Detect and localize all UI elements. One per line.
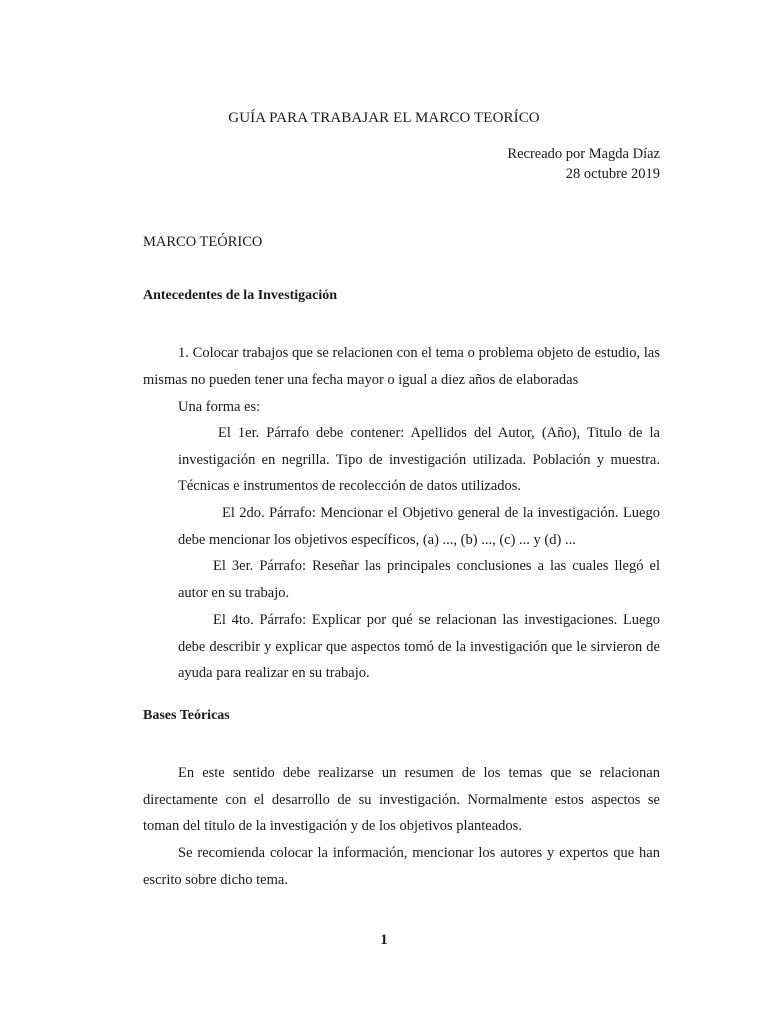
paragraph-parrafo-3: El 3er. Párrafo: Reseñar las principales conclusiones a las cuales llegó el autor en su trabajo. — [178, 558, 660, 601]
paragraph-bases-1: En este sentido debe realizarse un resumen de los temas que se relacionan directamente con el desarrollo de su investigación. Normalmente estos aspectos se toman del titulo de la investigación y de los objetivos planteados. — [143, 765, 660, 834]
date-line: 28 octubre 2019 — [565, 166, 660, 182]
paragraph-parrafo-4: El 4to. Párrafo: Explicar por qué se relacionan las investigaciones. Luego debe describir y explicar que aspectos tomó de la investigación que le sirvieron de ayuda para realizar en su trabajo. — [178, 612, 660, 681]
paragraph-bases-2: Se recomienda colocar la información, mencionar los autores y expertos que han escrito sobre dicho tema. — [143, 845, 660, 888]
document-title: GUÍA PARA TRABAJAR EL MARCO TEORÍCO — [228, 110, 540, 126]
section-heading-marco-teorico: MARCO TEÓRICO — [143, 234, 263, 250]
heading-bases-teoricas: Bases Teóricas — [143, 708, 230, 723]
author-line: Recreado por Magda Díaz — [507, 146, 660, 162]
paragraph-una-forma: Una forma es: — [178, 399, 261, 415]
byline — [507, 144, 660, 184]
paragraph-parrafo-1: El 1er. Párrafo debe contener: Apellidos del Autor, (Año), Titulo de la investigación en negrilla. Tipo de investigación utilizada. Población y muestra. Técnicas e instrumentos de recolección de datos utilizados. — [178, 425, 660, 494]
heading-antecedentes: Antecedentes de la Investigación — [143, 288, 338, 303]
paragraph-item-1: 1. Colocar trabajos que se relacionen con el tema o problema objeto de estudio, las mismas no pueden tener una fecha mayor o igual a diez años de elaboradas — [143, 345, 660, 388]
paragraph-parrafo-2: El 2do. Párrafo: Mencionar el Objetivo general de la investigación. Luego debe mencionar los objetivos específicos, (a) ..., (b) ..., (c) ... y (d) ... — [178, 505, 660, 548]
page-number: 1 — [380, 932, 388, 948]
